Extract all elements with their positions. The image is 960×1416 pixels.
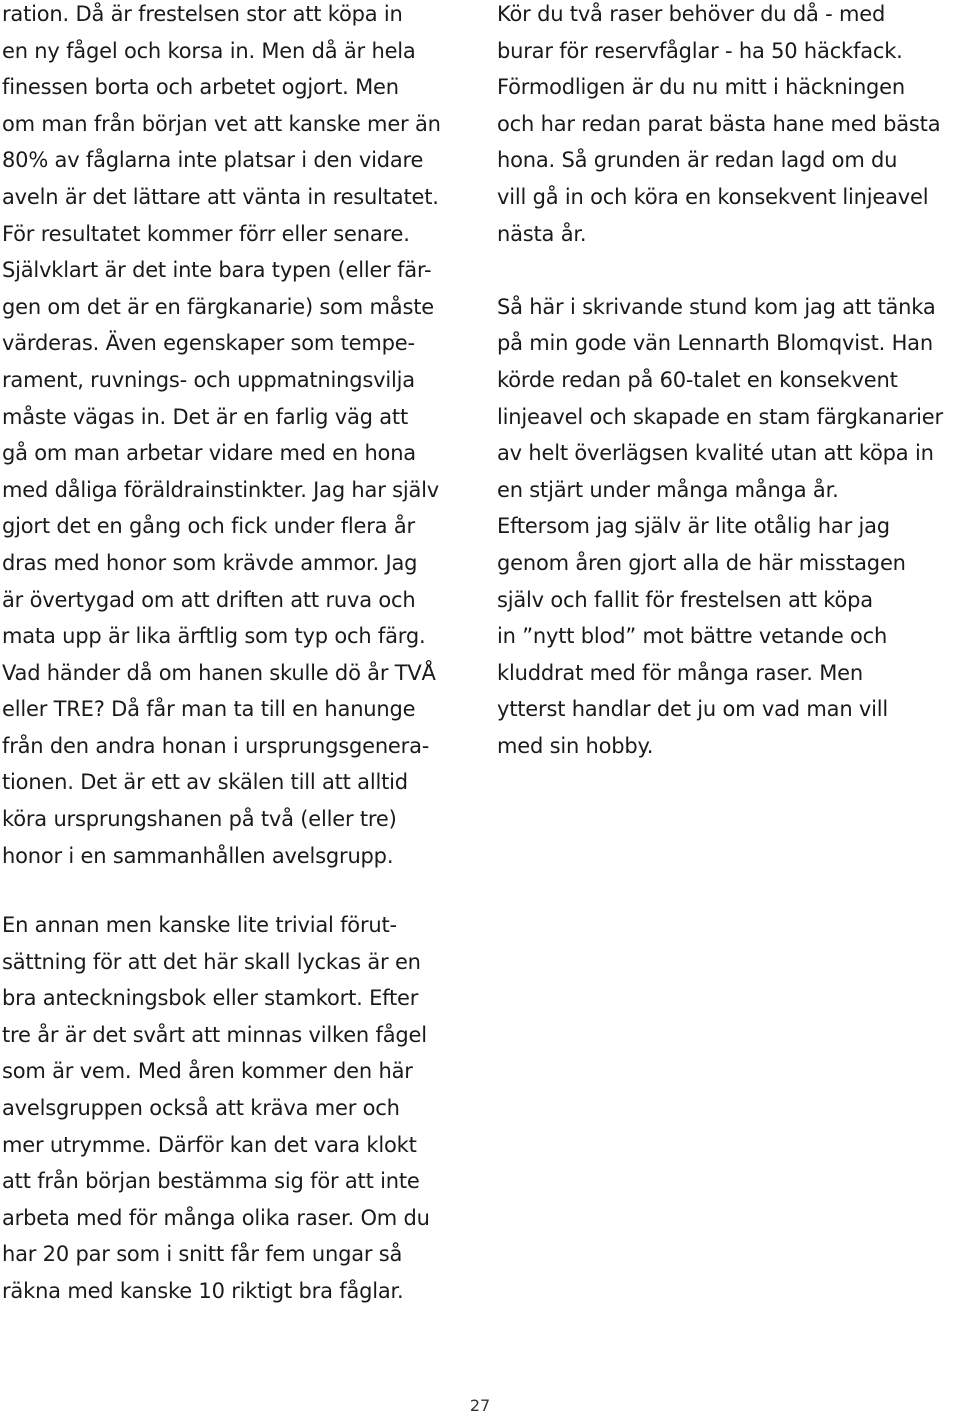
text-line: arbeta med för många olika raser. Om du xyxy=(2,1205,430,1230)
text-line: in ”nytt blod” mot bättre vetande och xyxy=(497,624,888,649)
text-line: dras med honor som krävde ammor. Jag xyxy=(2,550,418,575)
text-line: ytterst handlar det ju om vad man vill xyxy=(497,697,889,722)
text-line: En annan men kanske lite trivial förut- xyxy=(2,913,397,937)
text-line: från den andra honan i ursprungsgenera- xyxy=(2,733,430,758)
text-line: nästa år. xyxy=(497,221,587,246)
text-line: en stjärt under många många år. xyxy=(497,477,839,502)
text-line: har 20 par som i snitt får fem ungar så xyxy=(2,1242,403,1267)
text-line: mer utrymme. Därför kan det vara klokt xyxy=(2,1132,417,1157)
text-line: ration. Då är frestelsen stor att köpa in xyxy=(2,2,403,26)
text-line: gen om det är en färgkanarie) som måste xyxy=(2,294,434,319)
text-line: gå om man arbetar vidare med en hona xyxy=(2,441,416,466)
text-line: avelsgruppen också att kräva mer och xyxy=(2,1095,400,1120)
text-line: Förmodligen är du nu mitt i häckningen xyxy=(497,75,906,100)
text-line: honor i en sammanhållen avelsgrupp. xyxy=(2,843,394,868)
left-column-top-text xyxy=(2,0,472,874)
text-line: själv och fallit för frestelsen att köpa xyxy=(497,587,873,612)
text-line: aveln är det lättare att vänta in resultatet. xyxy=(2,184,439,209)
text-line: en ny fågel och korsa in. Men då är hela xyxy=(2,38,416,63)
text-line: För resultatet kommer förr eller senare. xyxy=(2,221,410,246)
text-line: på min gode vän Lennarth Blomqvist. Han xyxy=(497,331,933,356)
text-line: 80% av fåglarna inte platsar i den vidare xyxy=(2,148,424,173)
text-line: genom åren gjort alla de här misstagen xyxy=(497,550,906,575)
text-line: är övertygad om att driften att ruva och xyxy=(2,587,416,612)
text-line: tionen. Det är ett av skälen till att alltid xyxy=(2,770,408,795)
text-line: av helt överlägsen kvalité utan att köpa in xyxy=(497,441,934,466)
text-line: hona. Så grunden är redan lagd om du xyxy=(497,148,898,173)
text-line: Vad händer då om hanen skulle dö år TVÅ xyxy=(2,660,436,685)
left-column-bottom-text xyxy=(2,907,472,1310)
text-line: och har redan parat bästa hane med bästa xyxy=(497,111,941,136)
text-line: bra anteckningsbok eller stamkort. Efter xyxy=(2,986,419,1011)
text-line: Självklart är det inte bara typen (eller fär- xyxy=(2,258,432,283)
text-line: gjort det en gång och fick under flera år xyxy=(2,514,415,539)
text-line: mata upp är lika ärftlig som typ och färg. xyxy=(2,624,426,649)
text-line: Eftersom jag själv är lite otålig har jag xyxy=(497,514,890,539)
text-line: som är vem. Med åren kommer den här xyxy=(2,1059,413,1084)
text-line: att från början bestämma sig för att inte xyxy=(2,1169,420,1194)
text-line: sättning för att det här skall lyckas är en xyxy=(2,949,421,974)
text-line: värderas. Även egenskaper som tempe- xyxy=(2,331,415,356)
text-line: burar för reservfåglar - ha 50 häckfack. xyxy=(497,38,903,63)
text-line: måste vägas in. Det är en farlig väg att xyxy=(2,404,408,429)
text-line: med sin hobby. xyxy=(497,733,654,758)
right-column-text xyxy=(497,0,959,764)
page-number: 27 xyxy=(469,1396,491,1415)
text-line: eller TRE? Då får man ta till en hanunge xyxy=(2,697,416,722)
paragraph-gap xyxy=(497,252,959,289)
text-line: Kör du två raser behöver du då - med xyxy=(497,2,886,26)
text-line: vill gå in och köra en konsekvent linjeavel xyxy=(497,184,929,209)
text-line: köra ursprungshanen på två (eller tre) xyxy=(2,807,397,832)
text-line: finessen borta och arbetet ogjort. Men xyxy=(2,75,399,100)
text-line: körde redan på 60-talet en konsekvent xyxy=(497,367,898,392)
text-line: kluddrat med för många raser. Men xyxy=(497,660,863,685)
text-line: om man från början vet att kanske mer än xyxy=(2,111,441,136)
text-line: räkna med kanske 10 riktigt bra fåglar. xyxy=(2,1278,404,1303)
text-line: rament, ruvnings- och uppmatningsvilja xyxy=(2,367,415,392)
text-line: Så här i skrivande stund kom jag att tänka xyxy=(497,294,936,319)
text-line: tre år är det svårt att minnas vilken fågel xyxy=(2,1022,427,1047)
text-line: med dåliga föräldrainstinkter. Jag har själv xyxy=(2,477,440,502)
text-line: linjeavel och skapade en stam färgkanarier xyxy=(497,404,943,429)
